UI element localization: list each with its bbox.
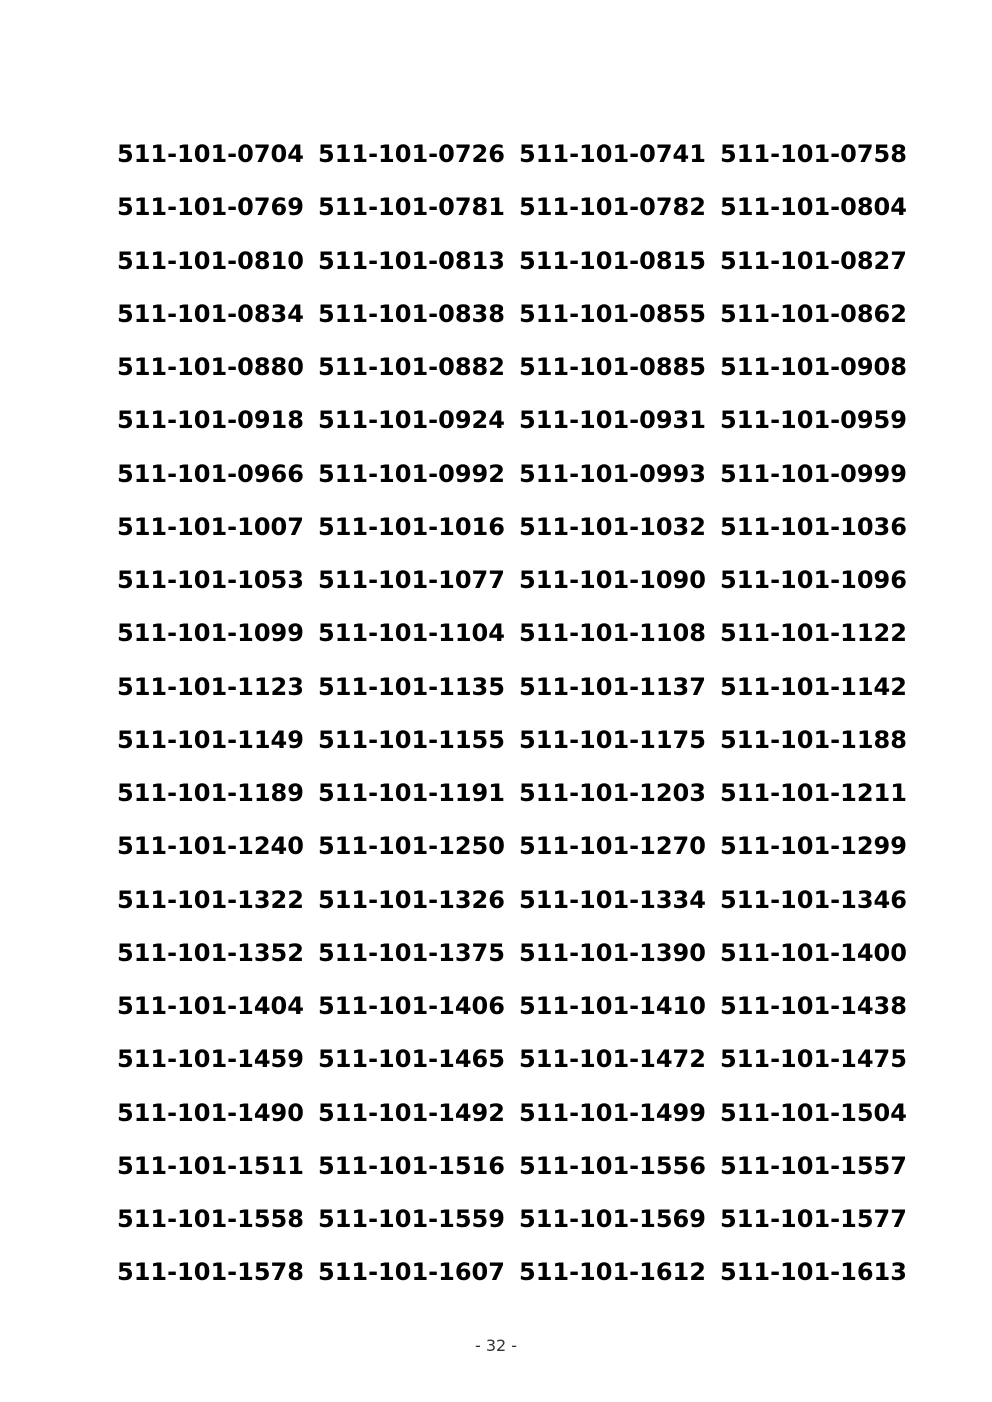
number-cell: 511-101-0704	[117, 140, 304, 168]
number-cell: 511-101-1475	[720, 1045, 907, 1074]
number-cell: 511-101-1490	[117, 1098, 304, 1127]
number-cell: 511-101-1096	[720, 566, 907, 594]
number-cell: 511-101-0966	[117, 459, 304, 488]
number-cell: 511-101-1007	[117, 512, 304, 541]
number-cell: 511-101-1577	[720, 1205, 907, 1233]
number-cell: 511-101-0810	[117, 246, 304, 275]
number-cell: 511-101-1346	[720, 885, 907, 914]
number-cell: 511-101-1410	[519, 992, 706, 1020]
number-cell: 511-101-0908	[720, 353, 907, 381]
number-cell: 511-101-0918	[117, 406, 304, 435]
number-cell: 511-101-1108	[519, 619, 706, 648]
number-cell: 511-101-1404	[117, 992, 304, 1020]
number-cell: 511-101-1352	[117, 938, 304, 967]
number-cell: 511-101-0924	[318, 406, 505, 435]
number-cell: 511-101-1240	[117, 832, 304, 861]
number-cell: 511-101-1099	[117, 619, 304, 648]
number-cell: 511-101-1492	[318, 1098, 505, 1127]
number-grid	[117, 135, 937, 1307]
number-cell: 511-101-1175	[519, 725, 706, 754]
number-cell: 511-101-1400	[720, 938, 907, 967]
number-cell: 511-101-0834	[117, 299, 304, 328]
number-cell: 511-101-1504	[720, 1098, 907, 1127]
number-cell: 511-101-0741	[519, 140, 706, 168]
number-cell: 511-101-0782	[519, 193, 706, 222]
number-cell: 511-101-0885	[519, 353, 706, 381]
number-cell: 511-101-1053	[117, 566, 304, 594]
number-cell: 511-101-0999	[720, 459, 907, 488]
number-cell: 511-101-1155	[318, 725, 505, 754]
number-cell: 511-101-1559	[318, 1205, 505, 1233]
number-cell: 511-101-0993	[519, 459, 706, 488]
number-cell: 511-101-1270	[519, 832, 706, 861]
number-cell: 511-101-1612	[519, 1258, 706, 1287]
number-cell: 511-101-1472	[519, 1045, 706, 1074]
number-cell: 511-101-1459	[117, 1045, 304, 1074]
number-cell: 511-101-0813	[318, 246, 505, 275]
number-cell: 511-101-1516	[318, 1151, 505, 1180]
number-cell: 511-101-1211	[720, 779, 907, 807]
number-cell: 511-101-1465	[318, 1045, 505, 1074]
number-cell: 511-101-1036	[720, 512, 907, 541]
number-cell: 511-101-0931	[519, 406, 706, 435]
number-cell: 511-101-1189	[117, 779, 304, 807]
number-cell: 511-101-1511	[117, 1151, 304, 1180]
number-cell: 511-101-1406	[318, 992, 505, 1020]
number-cell: 511-101-1556	[519, 1151, 706, 1180]
number-cell: 511-101-1326	[318, 885, 505, 914]
number-cell: 511-101-1569	[519, 1205, 706, 1233]
number-cell: 511-101-1334	[519, 885, 706, 914]
number-cell: 511-101-1438	[720, 992, 907, 1020]
number-cell: 511-101-0880	[117, 353, 304, 381]
number-cell: 511-101-1322	[117, 885, 304, 914]
number-cell: 511-101-1016	[318, 512, 505, 541]
number-cell: 511-101-0726	[318, 140, 505, 168]
number-cell: 511-101-0838	[318, 299, 505, 328]
number-cell: 511-101-0815	[519, 246, 706, 275]
number-cell: 511-101-1499	[519, 1098, 706, 1127]
number-cell: 511-101-1122	[720, 619, 907, 648]
number-cell: 511-101-0882	[318, 353, 505, 381]
number-cell: 511-101-1250	[318, 832, 505, 861]
number-cell: 511-101-1137	[519, 672, 706, 701]
number-cell: 511-101-0804	[720, 193, 907, 222]
number-cell: 511-101-1090	[519, 566, 706, 594]
number-cell: 511-101-0781	[318, 193, 505, 222]
number-cell: 511-101-1191	[318, 779, 505, 807]
number-cell: 511-101-1558	[117, 1205, 304, 1233]
number-cell: 511-101-1607	[318, 1258, 505, 1287]
number-cell: 511-101-0758	[720, 140, 907, 168]
number-cell: 511-101-1077	[318, 566, 505, 594]
number-cell: 511-101-1123	[117, 672, 304, 701]
number-cell: 511-101-1032	[519, 512, 706, 541]
number-cell: 511-101-1135	[318, 672, 505, 701]
number-cell: 511-101-1149	[117, 725, 304, 754]
number-cell: 511-101-1104	[318, 619, 505, 648]
number-cell: 511-101-1557	[720, 1151, 907, 1180]
number-cell: 511-101-0959	[720, 406, 907, 435]
number-cell: 511-101-1203	[519, 779, 706, 807]
number-cell: 511-101-1578	[117, 1258, 304, 1287]
number-cell: 511-101-0855	[519, 299, 706, 328]
number-cell: 511-101-1188	[720, 725, 907, 754]
number-cell: 511-101-1142	[720, 672, 907, 701]
number-cell: 511-101-1299	[720, 832, 907, 861]
number-cell: 511-101-0862	[720, 299, 907, 328]
number-cell: 511-101-0769	[117, 193, 304, 222]
number-cell: 511-101-0827	[720, 246, 907, 275]
number-cell: 511-101-1613	[720, 1258, 907, 1287]
number-cell: 511-101-1390	[519, 938, 706, 967]
page-number: - 32 -	[474, 1336, 518, 1355]
number-cell: 511-101-0992	[318, 459, 505, 488]
number-cell: 511-101-1375	[318, 938, 505, 967]
